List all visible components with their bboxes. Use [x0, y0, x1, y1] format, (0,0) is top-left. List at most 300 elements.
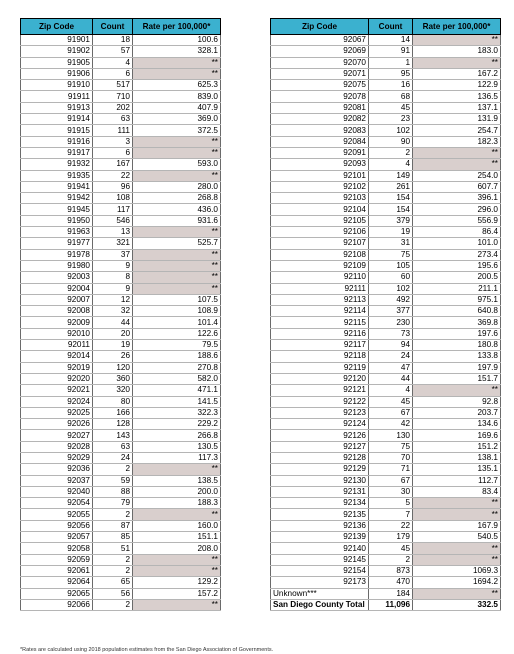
table-row — [271, 204, 501, 215]
rate-cell: ** — [413, 385, 501, 396]
rate-cell: 107.5 — [133, 294, 221, 305]
zip-code-cell: 92078 — [271, 91, 369, 102]
table-row — [271, 249, 501, 260]
rate-cell: 254.0 — [413, 170, 501, 181]
zip-code-cell: 91942 — [21, 193, 93, 204]
zip-code-cell: 92019 — [21, 362, 93, 373]
table-row — [271, 170, 501, 181]
count-cell: 111 — [93, 125, 133, 136]
rate-cell: 270.8 — [133, 362, 221, 373]
zip-code-cell: 92070 — [271, 57, 369, 68]
zip-code-cell: 92173 — [271, 577, 369, 588]
count-cell: 22 — [93, 170, 133, 181]
zip-code-cell: 92040 — [21, 486, 93, 497]
count-header: Count — [93, 19, 133, 35]
table-row — [21, 532, 221, 543]
table-row — [21, 68, 221, 79]
table-row — [271, 306, 501, 317]
table-row — [21, 588, 221, 599]
count-cell: 63 — [93, 441, 133, 452]
table-row — [271, 498, 501, 509]
unknown-label: Unknown*** — [271, 588, 369, 599]
count-cell: 360 — [93, 373, 133, 384]
zip-code-cell: 91945 — [21, 204, 93, 215]
zip-code-cell: 91901 — [21, 35, 93, 46]
count-cell: 202 — [93, 102, 133, 113]
rate-cell: ** — [133, 272, 221, 283]
count-cell: 22 — [369, 520, 413, 531]
count-cell: 51 — [93, 543, 133, 554]
count-cell: 546 — [93, 215, 133, 226]
rate-cell: 197.6 — [413, 328, 501, 339]
zip-code-cell: 92126 — [271, 430, 369, 441]
table-row — [21, 204, 221, 215]
rate-cell: ** — [413, 35, 501, 46]
zip-code-cell: 92140 — [271, 543, 369, 554]
zip-code-cell: 91911 — [21, 91, 93, 102]
table-row — [271, 385, 501, 396]
zip-code-cell: 92139 — [271, 532, 369, 543]
table-row — [21, 91, 221, 102]
table-row — [21, 475, 221, 486]
table-row — [21, 260, 221, 271]
zip-code-cell: 92071 — [271, 68, 369, 79]
zip-code-cell: 91914 — [21, 114, 93, 125]
rate-cell: 296.0 — [413, 204, 501, 215]
table-row — [21, 80, 221, 91]
zip-code-cell: 92011 — [21, 340, 93, 351]
rate-cell: 141.5 — [133, 396, 221, 407]
rate-cell: 160.0 — [133, 520, 221, 531]
table-row — [271, 520, 501, 531]
zip-code-cell: 91932 — [21, 159, 93, 170]
count-cell: 2 — [93, 464, 133, 475]
count-cell: 377 — [369, 306, 413, 317]
count-cell: 108 — [93, 193, 133, 204]
count-cell: 2 — [93, 509, 133, 520]
zip-code-cell: 92113 — [271, 294, 369, 305]
zip-code-cell: 92069 — [271, 46, 369, 57]
rate-cell: 167.2 — [413, 68, 501, 79]
table-row — [21, 543, 221, 554]
zip-code-cell: 91978 — [21, 249, 93, 260]
zip-code-cell: 92115 — [271, 317, 369, 328]
table-row — [271, 430, 501, 441]
count-cell: 4 — [369, 159, 413, 170]
rate-cell: 266.8 — [133, 430, 221, 441]
zip-code-cell: 92123 — [271, 407, 369, 418]
count-cell: 24 — [93, 452, 133, 463]
table-row — [271, 475, 501, 486]
count-cell: 18 — [93, 35, 133, 46]
count-cell: 9 — [93, 260, 133, 271]
zip-code-cell: 91913 — [21, 102, 93, 113]
rate-cell: 407.9 — [133, 102, 221, 113]
rate-cell: 593.0 — [133, 159, 221, 170]
rate-cell: 208.0 — [133, 543, 221, 554]
count-cell: 12 — [93, 294, 133, 305]
table-row — [21, 498, 221, 509]
rate-cell: ** — [413, 543, 501, 554]
zip-code-cell: 92104 — [271, 204, 369, 215]
rate-cell: 396.1 — [413, 193, 501, 204]
table-row — [271, 46, 501, 57]
count-cell: 13 — [93, 227, 133, 238]
rate-cell: 138.1 — [413, 452, 501, 463]
zip-code-cell: 92103 — [271, 193, 369, 204]
rate-cell: 372.5 — [133, 125, 221, 136]
zip-code-header: Zip Code — [21, 19, 93, 35]
count-cell: 710 — [93, 91, 133, 102]
table-row — [21, 554, 221, 565]
count-cell: 154 — [369, 193, 413, 204]
table-row — [21, 452, 221, 463]
zip-code-cell: 92066 — [21, 599, 93, 610]
rate-cell: 151.2 — [413, 441, 501, 452]
rate-cell: 151.1 — [133, 532, 221, 543]
rate-cell: ** — [413, 57, 501, 68]
table-row — [21, 306, 221, 317]
rate-cell: 112.7 — [413, 475, 501, 486]
count-cell: 75 — [369, 441, 413, 452]
table-row — [271, 102, 501, 113]
rate-cell: 328.1 — [133, 46, 221, 57]
rate-cell: 138.5 — [133, 475, 221, 486]
rate-cell: ** — [133, 509, 221, 520]
zip-code-cell: 92121 — [271, 385, 369, 396]
rate-cell: 137.1 — [413, 102, 501, 113]
rate-cell: 108.9 — [133, 306, 221, 317]
rate-cell: ** — [133, 57, 221, 68]
count-cell: 4 — [369, 385, 413, 396]
rate-cell: 229.2 — [133, 419, 221, 430]
table-row — [271, 464, 501, 475]
rate-cell: 129.2 — [133, 577, 221, 588]
table-row — [271, 543, 501, 554]
rate-cell: 182.3 — [413, 136, 501, 147]
table-row — [21, 407, 221, 418]
zip-code-cell: 92106 — [271, 227, 369, 238]
table-row — [271, 159, 501, 170]
count-cell: 261 — [369, 181, 413, 192]
count-cell: 102 — [369, 125, 413, 136]
count-cell: 2 — [93, 565, 133, 576]
count-cell: 2 — [369, 554, 413, 565]
unknown-count: 184 — [369, 588, 413, 599]
count-cell: 59 — [93, 475, 133, 486]
table-row — [271, 317, 501, 328]
table-row — [21, 599, 221, 610]
zip-code-cell: 92081 — [271, 102, 369, 113]
count-cell: 3 — [93, 136, 133, 147]
zip-code-cell: 91902 — [21, 46, 93, 57]
zip-code-cell: 92124 — [271, 419, 369, 430]
count-cell: 80 — [93, 396, 133, 407]
count-cell: 44 — [369, 373, 413, 384]
table-row — [21, 125, 221, 136]
count-cell: 470 — [369, 577, 413, 588]
table-row — [21, 385, 221, 396]
table-row — [21, 340, 221, 351]
table-row — [271, 283, 501, 294]
rate-cell: ** — [133, 68, 221, 79]
count-cell: 9 — [93, 283, 133, 294]
rate-cell: 540.5 — [413, 532, 501, 543]
total-label: San Diego County Total — [271, 599, 369, 610]
rate-cell: ** — [133, 136, 221, 147]
table-row — [21, 328, 221, 339]
table-row — [271, 136, 501, 147]
table-row — [271, 452, 501, 463]
count-cell: 60 — [369, 272, 413, 283]
table-row — [271, 181, 501, 192]
rate-cell: ** — [133, 249, 221, 260]
rate-cell: 839.0 — [133, 91, 221, 102]
rate-cell: 268.8 — [133, 193, 221, 204]
rate-cell: ** — [133, 554, 221, 565]
table-row — [271, 193, 501, 204]
rate-cell: 211.1 — [413, 283, 501, 294]
rate-cell: ** — [413, 147, 501, 158]
table-row — [271, 373, 501, 384]
zip-code-cell: 91906 — [21, 68, 93, 79]
rate-cell: ** — [133, 464, 221, 475]
table-row — [271, 340, 501, 351]
rate-cell: 369.0 — [133, 114, 221, 125]
zip-code-cell: 92014 — [21, 351, 93, 362]
count-cell: 56 — [93, 588, 133, 599]
count-cell: 47 — [369, 362, 413, 373]
count-cell: 2 — [369, 147, 413, 158]
rate-cell: 436.0 — [133, 204, 221, 215]
count-cell: 57 — [93, 46, 133, 57]
count-cell: 85 — [93, 532, 133, 543]
count-cell: 1 — [369, 57, 413, 68]
table-row — [21, 249, 221, 260]
count-cell: 87 — [93, 520, 133, 531]
zip-code-cell: 92102 — [271, 181, 369, 192]
count-cell: 32 — [93, 306, 133, 317]
count-cell: 154 — [369, 204, 413, 215]
count-cell: 117 — [93, 204, 133, 215]
rate-cell: 931.6 — [133, 215, 221, 226]
rate-cell: 83.4 — [413, 486, 501, 497]
table-row — [271, 486, 501, 497]
unknown-row — [271, 588, 501, 599]
count-cell: 19 — [93, 340, 133, 351]
count-cell: 30 — [369, 486, 413, 497]
table-row — [21, 520, 221, 531]
rate-cell: 134.6 — [413, 419, 501, 430]
table-row — [271, 294, 501, 305]
zip-code-cell: 92131 — [271, 486, 369, 497]
count-cell: 65 — [93, 577, 133, 588]
count-cell: 24 — [369, 351, 413, 362]
table-row — [21, 193, 221, 204]
count-cell: 7 — [369, 509, 413, 520]
rate-cell: 92.8 — [413, 396, 501, 407]
count-cell: 230 — [369, 317, 413, 328]
rate-cell: 556.9 — [413, 215, 501, 226]
table-row — [21, 227, 221, 238]
rate-cell: 169.6 — [413, 430, 501, 441]
count-cell: 44 — [93, 317, 133, 328]
zip-code-cell: 92119 — [271, 362, 369, 373]
rate-cell: ** — [133, 565, 221, 576]
table-row — [271, 509, 501, 520]
zip-code-cell: 91917 — [21, 147, 93, 158]
rate-cell: 254.7 — [413, 125, 501, 136]
rate-cell: 1694.2 — [413, 577, 501, 588]
count-cell: 68 — [369, 91, 413, 102]
count-cell: 45 — [369, 396, 413, 407]
zip-code-cell: 92058 — [21, 543, 93, 554]
zip-code-cell: 92075 — [271, 80, 369, 91]
table-row — [271, 238, 501, 249]
rate-cell: ** — [413, 509, 501, 520]
zip-code-cell: 92082 — [271, 114, 369, 125]
table-row — [271, 362, 501, 373]
rate-cell: 200.5 — [413, 272, 501, 283]
count-cell: 26 — [93, 351, 133, 362]
table-row — [271, 351, 501, 362]
rate-cell: 167.9 — [413, 520, 501, 531]
zip-code-cell: 91916 — [21, 136, 93, 147]
rate-cell: 582.0 — [133, 373, 221, 384]
table-row — [21, 147, 221, 158]
rate-cell: ** — [413, 159, 501, 170]
count-cell: 20 — [93, 328, 133, 339]
rate-cell: ** — [133, 260, 221, 271]
zip-code-cell: 92067 — [271, 35, 369, 46]
count-cell: 63 — [93, 114, 133, 125]
count-cell: 96 — [93, 181, 133, 192]
zip-code-cell: 92020 — [21, 373, 93, 384]
count-cell: 179 — [369, 532, 413, 543]
count-cell: 128 — [93, 419, 133, 430]
zip-code-cell: 92128 — [271, 452, 369, 463]
rate-cell: 151.7 — [413, 373, 501, 384]
zip-code-cell: 92021 — [21, 385, 93, 396]
table-row — [271, 419, 501, 430]
count-cell: 517 — [93, 80, 133, 91]
rate-cell: 135.1 — [413, 464, 501, 475]
count-cell: 102 — [369, 283, 413, 294]
zip-code-cell: 92025 — [21, 407, 93, 418]
rate-cell: 625.3 — [133, 80, 221, 91]
zip-code-cell: 91941 — [21, 181, 93, 192]
rate-cell: ** — [133, 283, 221, 294]
count-cell: 321 — [93, 238, 133, 249]
zip-code-cell: 92091 — [271, 147, 369, 158]
zip-code-cell: 92145 — [271, 554, 369, 565]
zip-code-cell: 92009 — [21, 317, 93, 328]
zip-code-cell: 91915 — [21, 125, 93, 136]
zip-code-cell: 92117 — [271, 340, 369, 351]
count-cell: 379 — [369, 215, 413, 226]
table-row — [21, 215, 221, 226]
zip-code-cell: 92028 — [21, 441, 93, 452]
rate-footnote: *Rates are calculated using 2018 population estimates from the San Diego Association of Governments. — [20, 647, 274, 653]
rate-cell: 131.9 — [413, 114, 501, 125]
count-cell: 2 — [93, 599, 133, 610]
table-row — [21, 46, 221, 57]
zip-code-cell: 92054 — [21, 498, 93, 509]
count-cell: 42 — [369, 419, 413, 430]
table-row — [271, 328, 501, 339]
count-cell: 19 — [369, 227, 413, 238]
count-cell: 166 — [93, 407, 133, 418]
zip-code-cell: 92010 — [21, 328, 93, 339]
table-row — [21, 170, 221, 181]
table-row — [21, 35, 221, 46]
zip-code-cell: 92108 — [271, 249, 369, 260]
count-cell: 873 — [369, 565, 413, 576]
count-cell: 37 — [93, 249, 133, 260]
zip-code-cell: 92120 — [271, 373, 369, 384]
count-cell: 492 — [369, 294, 413, 305]
rate-cell: 188.3 — [133, 498, 221, 509]
table-row — [21, 159, 221, 170]
rate-cell: 122.6 — [133, 328, 221, 339]
table-row — [271, 565, 501, 576]
zip-code-cell: 92111 — [271, 283, 369, 294]
zip-code-cell: 92116 — [271, 328, 369, 339]
table-row — [21, 565, 221, 576]
table-row — [271, 532, 501, 543]
table-row — [21, 102, 221, 113]
rate-cell: 640.8 — [413, 306, 501, 317]
count-cell: 79 — [93, 498, 133, 509]
table-row — [271, 260, 501, 271]
count-cell: 8 — [93, 272, 133, 283]
total-count: 11,096 — [369, 599, 413, 610]
zip-code-cell: 92029 — [21, 452, 93, 463]
table-row — [271, 114, 501, 125]
zip-code-cell: 92093 — [271, 159, 369, 170]
count-cell: 14 — [369, 35, 413, 46]
zip-code-cell: 92129 — [271, 464, 369, 475]
rate-cell: 122.9 — [413, 80, 501, 91]
zip-code-cell: 92007 — [21, 294, 93, 305]
zip-code-cell: 91935 — [21, 170, 93, 181]
zip-table-right — [270, 18, 501, 611]
zip-code-cell: 91980 — [21, 260, 93, 271]
zip-code-cell: 91905 — [21, 57, 93, 68]
table-row — [21, 317, 221, 328]
zip-code-cell: 92056 — [21, 520, 93, 531]
table-row — [271, 91, 501, 102]
zip-code-cell: 92118 — [271, 351, 369, 362]
count-cell: 120 — [93, 362, 133, 373]
table-row — [271, 441, 501, 452]
zip-code-cell: 92136 — [271, 520, 369, 531]
zip-code-cell: 92061 — [21, 565, 93, 576]
zip-code-cell: 92084 — [271, 136, 369, 147]
zip-table-left — [20, 18, 221, 611]
zip-code-cell: 92037 — [21, 475, 93, 486]
rate-cell: ** — [133, 227, 221, 238]
table-row — [271, 68, 501, 79]
table-row — [21, 396, 221, 407]
zip-code-cell: 92101 — [271, 170, 369, 181]
count-cell: 45 — [369, 543, 413, 554]
rate-cell: 101.0 — [413, 238, 501, 249]
zip-code-cell: 92057 — [21, 532, 93, 543]
count-cell: 23 — [369, 114, 413, 125]
count-cell: 149 — [369, 170, 413, 181]
table-row — [21, 272, 221, 283]
